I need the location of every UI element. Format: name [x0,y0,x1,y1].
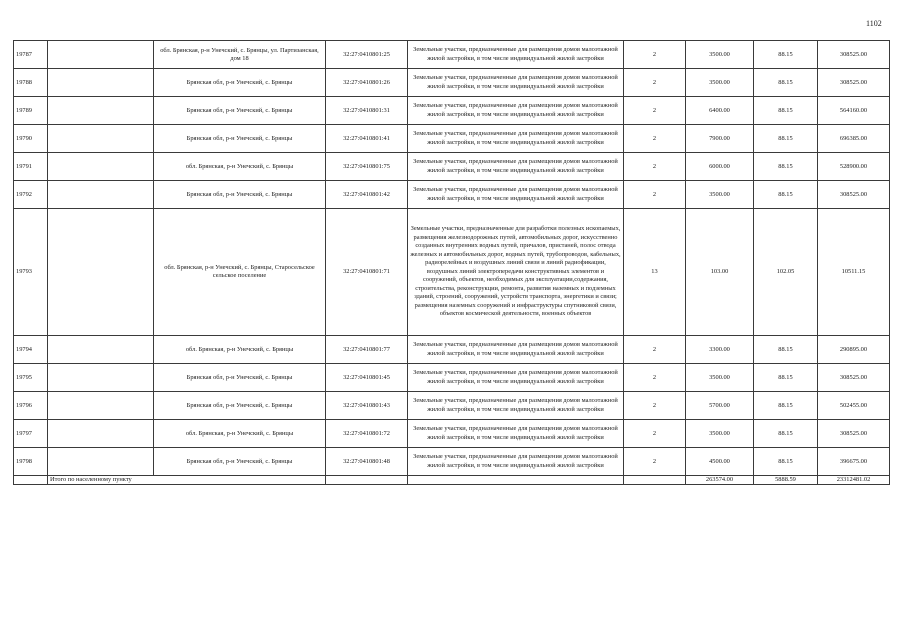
cell-land-purpose: Земельные участки, предназначенные для разработки полезных ископаемых, размещения железнодорожных путей, автомобильных дорог, искусственно созданных внутренних водных путей, причалов, пристаней, полос отвода железных и автомобильных дорог, водных путей, трубопроводов, кабельных, радиорелейных и воздушных линий связи и линий радиофикации, воздушных линий электропередачи конструктивных элементов и сооружений, объектов, необходимых для эксплуатации,содержания, строительства, реконструкции, ремонта, развития наземных и подземных зданий, строений, сооружений, устройств транспорта, энергетики и связи; размещения наземных сооружений и инфраструктуры спутниковой связи, объектов космической деятельности, военных объектов [408,209,624,336]
cell-rate: 88.15 [754,336,818,364]
table-row [14,336,890,364]
cell-empty [48,448,154,476]
cell-rate: 88.15 [754,97,818,125]
cell-area: 3500.00 [686,420,754,448]
cell-empty [48,181,154,209]
cell-empty [48,153,154,181]
table-row [14,420,890,448]
cell-cadastral-number: 32:27:0410801:77 [326,336,408,364]
cell-category: 2 [624,336,686,364]
cell-record-id: 19789 [14,97,48,125]
cell-cadastral-cost: 308525.00 [818,181,890,209]
cell-cadastral-cost: 502455.00 [818,392,890,420]
cell-land-purpose: Земельные участки, предназначенные для размещения домов малоэтажной жилой застройки, в том числе индивидуальной жилой застройки [408,392,624,420]
cell-address: обл. Брянская, р-н Унечский, с. Брянцы, ул. Партизанская, дом 18 [154,41,326,69]
cell-land-purpose: Земельные участки, предназначенные для размещения домов малоэтажной жилой застройки, в том числе индивидуальной жилой застройки [408,125,624,153]
cell-address: Брянская обл, р-н Унечский, с. Брянцы [154,448,326,476]
table-row [14,153,890,181]
cell-rate: 88.15 [754,69,818,97]
cell-record-id: 19795 [14,364,48,392]
table-row [14,209,890,336]
cell-cadastral-number: 32:27:0410801:71 [326,209,408,336]
cell-area: 7900.00 [686,125,754,153]
cell-empty [48,41,154,69]
table-row [14,125,890,153]
cell-rate: 88.15 [754,181,818,209]
cell-address: Брянская обл, р-н Унечский, с. Брянцы [154,69,326,97]
cell-record-id: 19794 [14,336,48,364]
cell-empty [408,476,624,485]
cell-rate: 102.05 [754,209,818,336]
cell-record-id: 19792 [14,181,48,209]
cell-area: 5700.00 [686,392,754,420]
cell-area: 3500.00 [686,181,754,209]
cell-area: 3300.00 [686,336,754,364]
cell-empty [48,69,154,97]
cell-land-purpose: Земельные участки, предназначенные для размещения домов малоэтажной жилой застройки, в том числе индивидуальной жилой застройки [408,364,624,392]
cell-address: Брянская обл, р-н Унечский, с. Брянцы [154,125,326,153]
cell-cadastral-number: 32:27:0410801:72 [326,420,408,448]
cell-empty [48,209,154,336]
cell-area: 103.00 [686,209,754,336]
cell-cadastral-number: 32:27:0410801:41 [326,125,408,153]
total-rate: 5888.59 [754,476,818,485]
table-row [14,97,890,125]
cell-cadastral-cost: 308525.00 [818,41,890,69]
cell-address: обл. Брянская, р-н Унечский, с. Брянцы [154,420,326,448]
cell-address: Брянская обл, р-н Унечский, с. Брянцы [154,392,326,420]
table-row [14,41,890,69]
cell-cadastral-cost: 10511.15 [818,209,890,336]
cell-cadastral-number: 32:27:0410801:43 [326,392,408,420]
cell-empty [48,97,154,125]
cell-empty [48,364,154,392]
cell-address: Брянская обл, р-н Унечский, с. Брянцы [154,97,326,125]
cell-cadastral-cost: 308525.00 [818,420,890,448]
total-row [14,476,890,485]
cell-category: 2 [624,97,686,125]
cell-cadastral-cost: 290895.00 [818,336,890,364]
cell-cadastral-number: 32:27:0410801:42 [326,181,408,209]
cell-category: 2 [624,392,686,420]
cell-land-purpose: Земельные участки, предназначенные для размещения домов малоэтажной жилой застройки, в том числе индивидуальной жилой застройки [408,420,624,448]
table-row [14,69,890,97]
table-row [14,364,890,392]
cell-category: 2 [624,448,686,476]
cell-cadastral-cost: 308525.00 [818,364,890,392]
table-row [14,448,890,476]
cell-area: 3500.00 [686,364,754,392]
cell-rate: 88.15 [754,41,818,69]
cell-category: 13 [624,209,686,336]
cell-area: 3500.00 [686,69,754,97]
cell-empty [48,336,154,364]
cell-rate: 88.15 [754,448,818,476]
cell-land-purpose: Земельные участки, предназначенные для размещения домов малоэтажной жилой застройки, в том числе индивидуальной жилой застройки [408,153,624,181]
cell-land-purpose: Земельные участки, предназначенные для размещения домов малоэтажной жилой застройки, в том числе индивидуальной жилой застройки [408,97,624,125]
total-area: 263574.00 [686,476,754,485]
cell-empty [14,476,48,485]
cell-area: 6000.00 [686,153,754,181]
total-cost: 23312481.02 [818,476,890,485]
cell-empty [326,476,408,485]
cell-land-purpose: Земельные участки, предназначенные для размещения домов малоэтажной жилой застройки, в том числе индивидуальной жилой застройки [408,181,624,209]
cell-rate: 88.15 [754,420,818,448]
cell-record-id: 19791 [14,153,48,181]
cell-record-id: 19797 [14,420,48,448]
cell-empty [624,476,686,485]
cell-cadastral-cost: 308525.00 [818,69,890,97]
cell-record-id: 19787 [14,41,48,69]
cell-category: 2 [624,420,686,448]
cell-category: 2 [624,41,686,69]
cell-area: 3500.00 [686,41,754,69]
cell-cadastral-cost: 696385.00 [818,125,890,153]
cell-category: 2 [624,125,686,153]
cell-address: Брянская обл, р-н Унечский, с. Брянцы [154,364,326,392]
cell-cadastral-number: 32:27:0410801:26 [326,69,408,97]
cell-address: обл. Брянская, р-н Унечский, с. Брянцы [154,336,326,364]
table-row [14,181,890,209]
total-label: Итого по населенному пункту [48,476,326,485]
cell-cadastral-number: 32:27:0410801:48 [326,448,408,476]
table-body [14,41,890,485]
page-number: 1102 [866,19,882,28]
cell-category: 2 [624,153,686,181]
cell-rate: 88.15 [754,125,818,153]
cell-address: обл. Брянская, р-н Унечский, с. Брянцы [154,153,326,181]
cell-category: 2 [624,181,686,209]
cell-land-purpose: Земельные участки, предназначенные для размещения домов малоэтажной жилой застройки, в том числе индивидуальной жилой застройки [408,41,624,69]
cell-land-purpose: Земельные участки, предназначенные для размещения домов малоэтажной жилой застройки, в том числе индивидуальной жилой застройки [408,336,624,364]
cell-cadastral-number: 32:27:0410801:31 [326,97,408,125]
cell-cadastral-cost: 528900.00 [818,153,890,181]
cell-land-purpose: Земельные участки, предназначенные для размещения домов малоэтажной жилой застройки, в том числе индивидуальной жилой застройки [408,69,624,97]
cell-empty [48,420,154,448]
cell-cadastral-cost: 396675.00 [818,448,890,476]
cell-cadastral-number: 32:27:0410801:75 [326,153,408,181]
cell-address: обл. Брянская, р-н Унечский, с. Брянцы, Старосельское сельское поселение [154,209,326,336]
cell-empty [48,125,154,153]
cell-rate: 88.15 [754,364,818,392]
cell-address: Брянская обл, р-н Унечский, с. Брянцы [154,181,326,209]
cell-rate: 88.15 [754,392,818,420]
cadastral-table [13,40,890,485]
cell-record-id: 19793 [14,209,48,336]
cell-cadastral-number: 32:27:0410801:25 [326,41,408,69]
cell-area: 6400.00 [686,97,754,125]
cell-rate: 88.15 [754,153,818,181]
cell-record-id: 19788 [14,69,48,97]
cell-record-id: 19798 [14,448,48,476]
table-row [14,392,890,420]
cell-area: 4500.00 [686,448,754,476]
cadastral-table-container [13,40,890,485]
cell-category: 2 [624,69,686,97]
cell-cadastral-number: 32:27:0410801:45 [326,364,408,392]
cell-record-id: 19796 [14,392,48,420]
cell-record-id: 19790 [14,125,48,153]
cell-category: 2 [624,364,686,392]
cell-land-purpose: Земельные участки, предназначенные для размещения домов малоэтажной жилой застройки, в том числе индивидуальной жилой застройки [408,448,624,476]
cell-empty [48,392,154,420]
cell-cadastral-cost: 564160.00 [818,97,890,125]
